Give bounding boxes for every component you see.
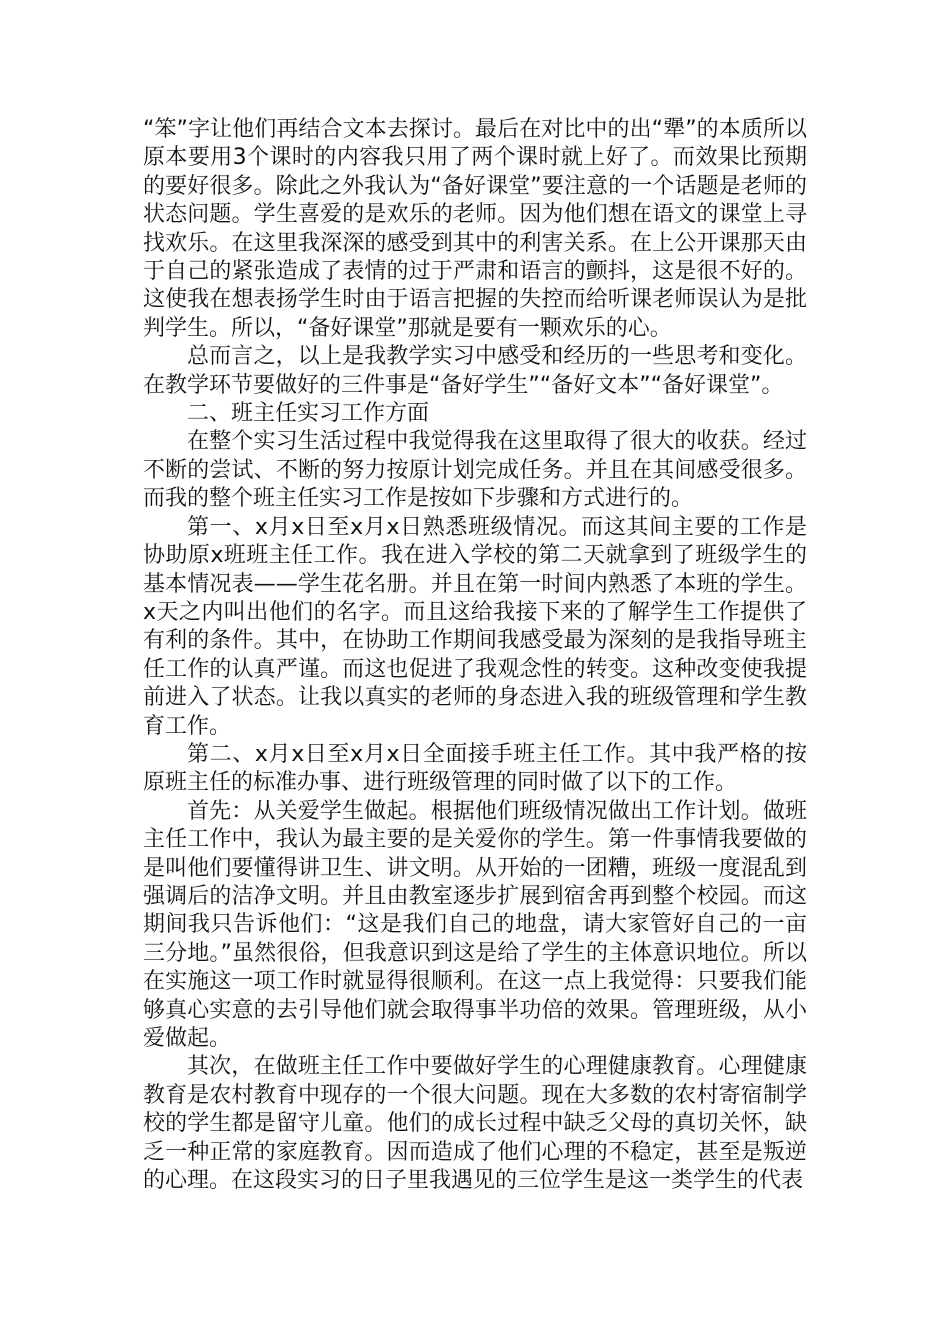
paragraph-2: 总而言之，以上是我教学实习中感受和经历的一些思考和变化。在教学环节要做好的三件事是“备好学生”“备好文本”“备好课堂”。 xyxy=(143,344,807,398)
paragraph-5: 第二、x月x日至x月x日全面接手班主任工作。其中我严格的按原班主任的标准办事、进行班级管理的同时做了以下的工作。 xyxy=(143,741,807,796)
paragraph-4: 第一、x月x日至x月x日熟悉班级情况。而这其间主要的工作是协助原x班班主任工作。我在进入学校的第二天就拿到了班级学生的基本情况表——学生花名册。并且在第一时间内熟悉了本班的学生。x天之内叫出他们的名字。而且这给我接下来的了解学生工作提供了有利的条件。其中，在协助工作期间我感受最为深刻的是我指导班主任工作的认真严谨。而这也促进了我观念性的转变。这种改变使我提前进入了状态。让我以真实的老师的身态进入我的班级管理和学生教育工作。 xyxy=(143,514,807,739)
paragraph-3: 在整个实习生活过程中我觉得我在这里取得了很大的收获。经过不断的尝试、不断的努力按原计划完成任务。并且在其间感受很多。而我的整个班主任实习工作是按如下步骤和方式进行的。 xyxy=(143,429,807,512)
document-body xyxy=(143,116,807,1195)
paragraph-7: 其次，在做班主任工作中要做好学生的心理健康教育。心理健康教育是农村教育中现存的一个很大问题。现在大多数的农村寄宿制学校的学生都是留守儿童。他们的成长过程中缺乏父母的真切关怀，缺乏一种正常的家庭教育。因而造成了他们心理的不稳定，甚至是叛逆的心理。在这段实习的日子里我遇见的三位学生是这一类学生的代表 xyxy=(143,1054,807,1194)
section-heading: 二、班主任实习工作方面 xyxy=(187,401,430,427)
paragraph-6: 首先：从关爱学生做起。根据他们班级情况做出工作计划。做班主任工作中，我认为最主要的是关爱你的学生。第一件事情我要做的是叫他们要懂得讲卫生、讲文明。从开始的一团糟，班级一度混乱到强调后的洁净文明。并且由教室逐步扩展到宿舍再到整个校园。而这期间我只告诉他们：“这是我们自己的地盘，请大家管好自己的一亩三分地。”虽然很俗，但我意识到这是给了学生的主体意识地位。所以在实施这一项工作时就显得很顺利。在这一点上我觉得：只要我们能够真心实意的去引导他们就会取得事半功倍的效果。管理班级，从小爱做起。 xyxy=(143,798,807,1051)
paragraph-1: “笨”字让他们再结合文本去探讨。最后在对比中的出“犟”的本质所以原本要用3个课时的内容我只用了两个课时就上好了。而效果比预期的要好很多。除此之外我认为“备好课堂”要注意的一个话题是老师的状态问题。学生喜爱的是欢乐的老师。因为他们想在语文的课堂上寻找欢乐。在这里我深深的感受到其中的利害关系。在上公开课那天由于自己的紧张造成了表情的过于严肃和语言的颤抖，这是很不好的。这使我在想表扬学生时由于语言把握的失控而给听课老师误认为是批判学生。所以，“备好课堂”那就是要有一颗欢乐的心。 xyxy=(143,117,807,341)
